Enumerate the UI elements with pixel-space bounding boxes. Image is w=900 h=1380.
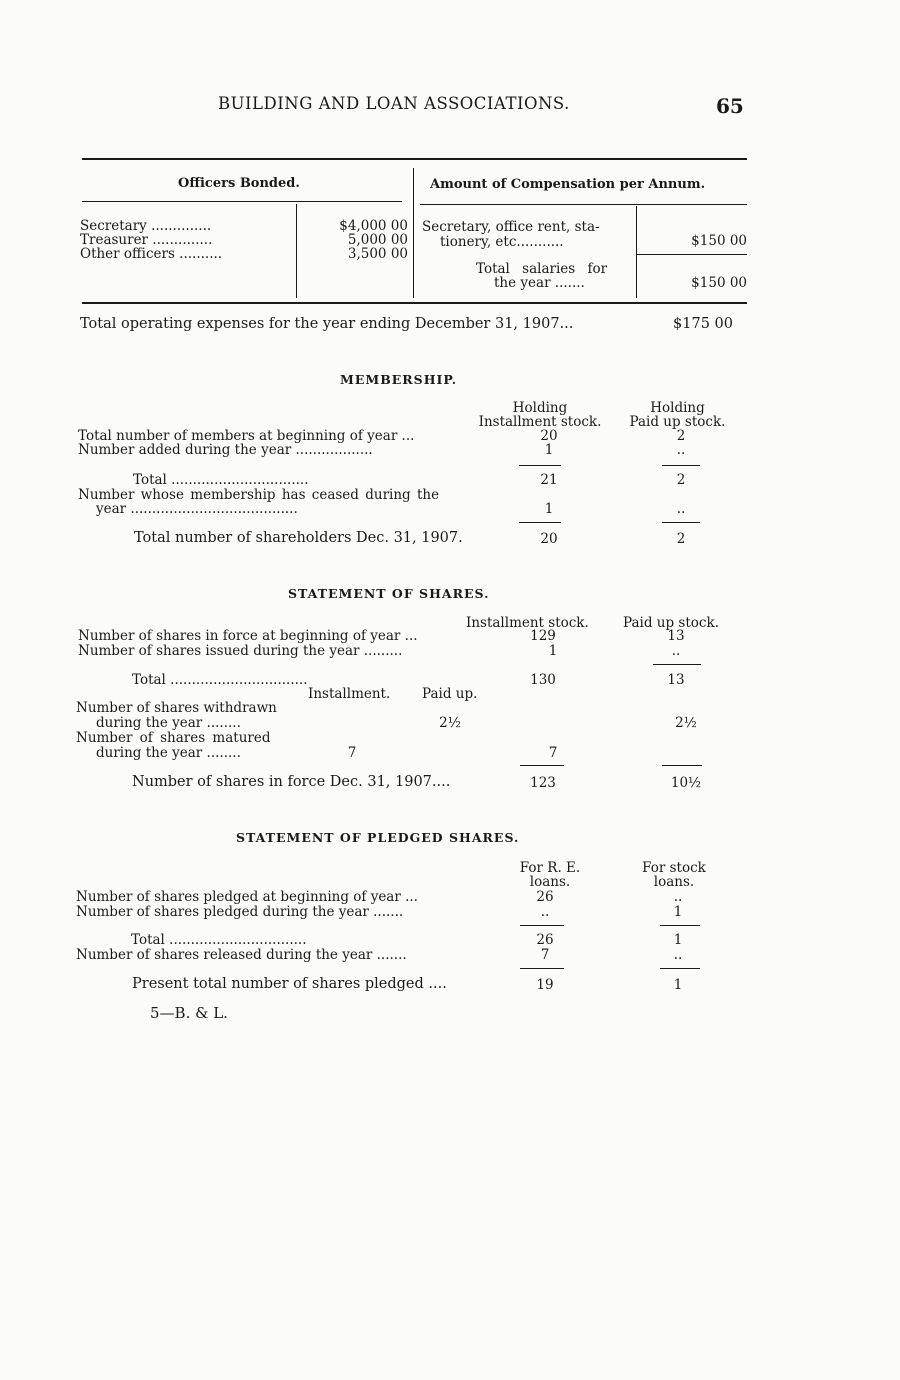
- membership-row-label: Total number of members at beginning of year ...: [78, 428, 415, 444]
- shares-row-label: Number of shares in force at beginning of year ...: [78, 628, 418, 644]
- pledged-value: ..: [673, 889, 683, 905]
- sum-rule: [653, 664, 701, 665]
- shares-col2-header: Paid up stock.: [623, 615, 719, 631]
- officers-heading-rule: [82, 201, 402, 202]
- pledged-value: 7: [540, 947, 550, 963]
- membership-value: 2: [676, 428, 686, 444]
- membership-row-label: Number whose membership has ceased during the: [78, 487, 440, 503]
- pledged-row-label: Number of shares pledged during the year .......: [76, 904, 404, 920]
- membership-value: 1: [544, 501, 554, 517]
- membership-row-label: Total ................................: [133, 472, 309, 488]
- officer-amount: $4,000 00: [339, 218, 408, 234]
- shares-value: 129: [530, 628, 556, 644]
- pledged-value: ..: [673, 947, 683, 963]
- shares-row-label: Total ................................: [132, 672, 308, 688]
- pledged-title: STATEMENT OF PLEDGED SHARES.: [236, 830, 520, 845]
- membership-title: MEMBERSHIP.: [340, 372, 458, 387]
- pledged-col2-header: For stock: [642, 860, 706, 876]
- shares-sub-value: 2½: [439, 715, 461, 731]
- membership-value: 20: [540, 531, 558, 547]
- sum-rule: [660, 925, 700, 926]
- table-center-divider: [413, 168, 414, 298]
- operating-expenses-amount: $175 00: [673, 316, 733, 332]
- sum-rule: [660, 968, 700, 969]
- shares-value: 13: [667, 628, 685, 644]
- shares-row-label: Number of shares matured: [76, 730, 271, 746]
- sum-rule: [520, 968, 564, 969]
- page-title: BUILDING AND LOAN ASSOCIATIONS.: [218, 94, 570, 113]
- footer-signature: 5—B. & L.: [150, 1004, 228, 1022]
- pledged-value: 1: [673, 904, 683, 920]
- shares-row-label: Number of shares in force Dec. 31, 1907....: [132, 774, 451, 790]
- shares-title: STATEMENT OF SHARES.: [288, 586, 490, 601]
- officer-label: Other officers ..........: [80, 246, 223, 262]
- membership-col1-header: Holding: [512, 400, 568, 416]
- shares-value: 7: [548, 745, 558, 761]
- table-bottom-rule: [82, 302, 747, 304]
- officers-amount-divider: [296, 204, 297, 298]
- sum-rule: [519, 465, 561, 466]
- membership-value: 20: [540, 428, 558, 444]
- officer-amount: 3,500 00: [347, 246, 408, 262]
- operating-expenses-label: Total operating expenses for the year ending December 31, 1907...: [80, 316, 574, 332]
- officer-label: Secretary ..............: [80, 218, 212, 234]
- membership-row-label: Number added during the year ..................: [78, 442, 373, 458]
- shares-value: 130: [530, 672, 556, 688]
- membership-col1-header: Installment stock.: [478, 414, 602, 430]
- compensation-total-label: Total salaries for: [476, 261, 608, 277]
- pledged-col1-header: For R. E.: [519, 860, 581, 876]
- shares-row-label: during the year ........: [96, 745, 241, 761]
- table-top-rule: [82, 158, 747, 160]
- compensation-item-amount: $150 00: [691, 233, 747, 249]
- shares-subcol1-header: Installment.: [308, 686, 391, 702]
- pledged-row-label: Present total number of shares pledged ....: [132, 976, 447, 992]
- sum-rule: [520, 925, 564, 926]
- shares-sub-value: 7: [347, 745, 357, 761]
- sum-rule: [519, 522, 561, 523]
- membership-value: 1: [544, 442, 554, 458]
- shares-row-label: Number of shares issued during the year .........: [78, 643, 403, 659]
- pledged-value: 1: [673, 932, 683, 948]
- sum-rule: [662, 465, 700, 466]
- compensation-total-label: the year .......: [494, 275, 585, 291]
- shares-value: ..: [671, 643, 681, 659]
- shares-value: 1: [548, 643, 558, 659]
- pledged-row-label: Number of shares pledged at beginning of year ...: [76, 889, 418, 905]
- membership-col2-header: Holding: [650, 400, 705, 416]
- membership-value: 2: [676, 472, 686, 488]
- sum-rule: [662, 765, 702, 766]
- shares-row-label: Number of shares withdrawn: [76, 700, 277, 716]
- compensation-amount-divider: [636, 206, 637, 298]
- membership-row-label: year .......................................: [96, 501, 298, 517]
- compensation-heading: Amount of Compensation per Annum.: [430, 177, 706, 192]
- pledged-row-label: Number of shares released during the year .......: [76, 947, 407, 963]
- sum-rule: [520, 765, 564, 766]
- shares-value: 123: [530, 775, 556, 791]
- membership-col2-header: Paid up stock.: [629, 414, 726, 430]
- membership-value: ..: [676, 442, 686, 458]
- pledged-row-label: Total ................................: [131, 932, 307, 948]
- compensation-row-rule: [636, 254, 747, 255]
- shares-value: 2½: [675, 715, 697, 731]
- compensation-item-label: Secretary, office rent, sta-: [422, 219, 600, 235]
- pledged-value: 26: [536, 932, 554, 948]
- shares-subcol2-header: Paid up.: [422, 686, 478, 702]
- pledged-value: ..: [540, 904, 550, 920]
- pledged-col1-header: loans.: [529, 874, 571, 890]
- pledged-col2-header: loans.: [653, 874, 695, 890]
- membership-value: ..: [676, 501, 686, 517]
- page-number: 65: [716, 94, 744, 118]
- officer-amount: 5,000 00: [347, 232, 408, 248]
- officer-label: Treasurer ..............: [80, 232, 213, 248]
- sum-rule: [662, 522, 700, 523]
- pledged-value: 1: [673, 977, 683, 993]
- shares-col1-header: Installment stock.: [466, 615, 589, 631]
- membership-value: 2: [676, 531, 686, 547]
- officers-bonded-heading: Officers Bonded.: [178, 176, 300, 191]
- membership-row-label: Total number of shareholders Dec. 31, 1907.: [134, 530, 463, 546]
- shares-row-label: during the year ........: [96, 715, 241, 731]
- compensation-total-amount: $150 00: [691, 275, 747, 291]
- membership-value: 21: [540, 472, 558, 488]
- shares-value: 10½: [670, 775, 702, 791]
- shares-value: 13: [667, 672, 685, 688]
- compensation-heading-rule: [420, 204, 747, 205]
- compensation-item-label: tionery, etc...........: [440, 234, 564, 250]
- pledged-value: 26: [536, 889, 554, 905]
- pledged-value: 19: [536, 977, 554, 993]
